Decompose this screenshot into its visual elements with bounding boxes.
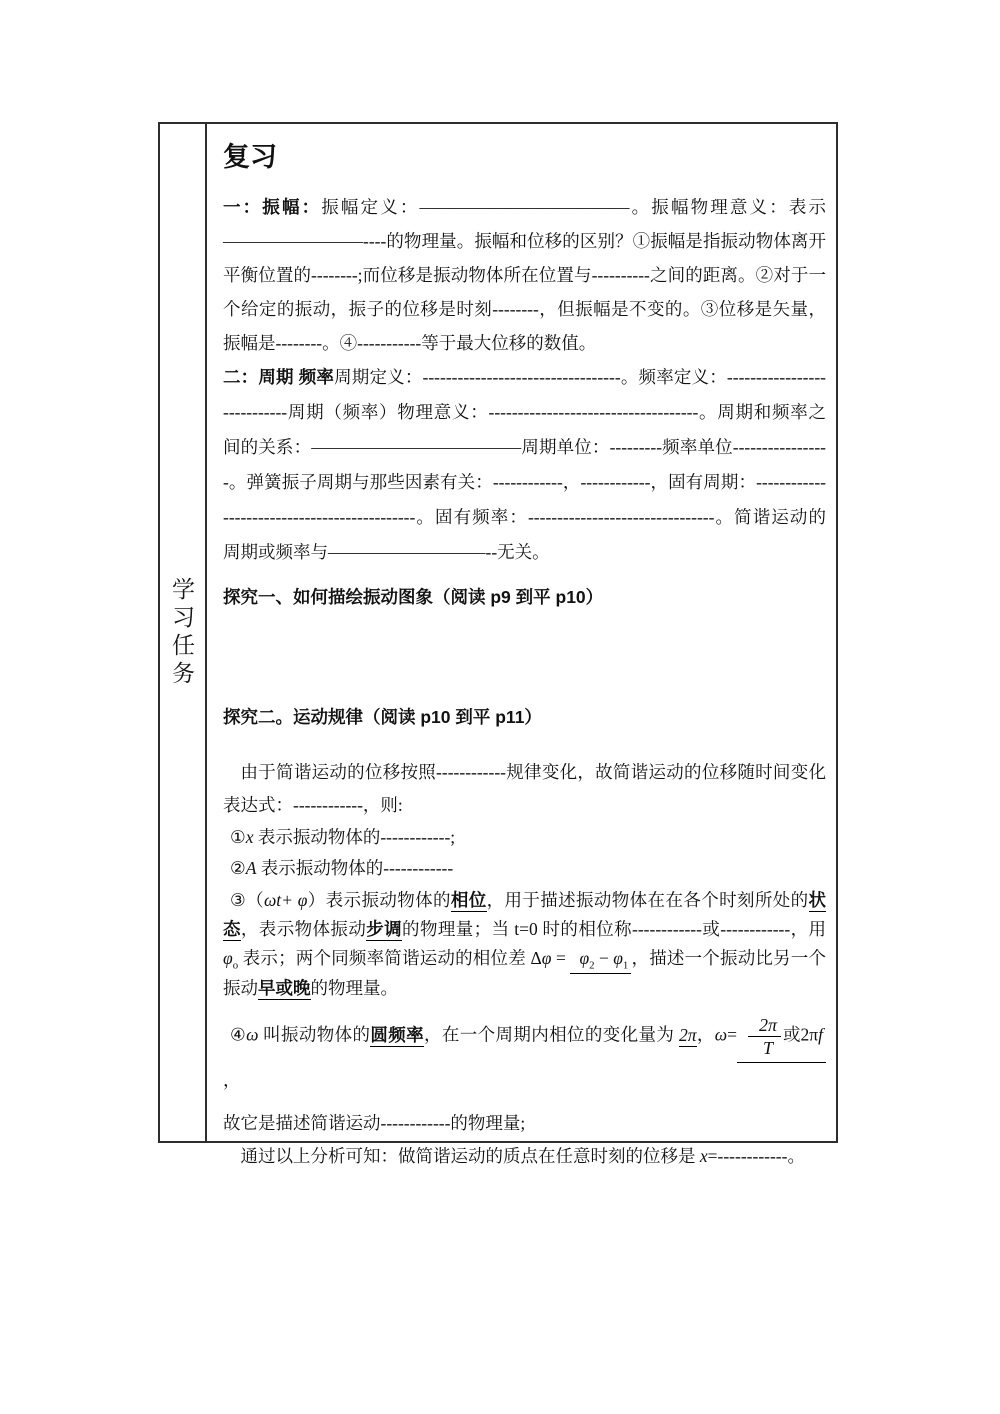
paragraph-item-A: ②A 表示振动物体的------------ bbox=[230, 858, 454, 878]
heading-exploration-one: 探究一、如何描绘振动图象（阅读 p9 到平 p10） bbox=[223, 587, 604, 607]
learning-task-table bbox=[158, 122, 838, 1167]
paragraph-displacement-expression: 由于简谐运动的位移按照------------规律变化，故简谐运动的位移随时间变化表达式：------------，则: bbox=[223, 762, 826, 815]
review-heading: 复习 bbox=[223, 142, 277, 172]
paragraph-item-angular-frequency: ④ω 叫振动物体的圆频率，在一个周期内相位的变化量为 2π，ω= $\frac{2\pi}{T}$ 或2πf， bbox=[223, 1015, 826, 1097]
paragraph-physical-quantity: 故它是描述简谐运动------------的物理量; bbox=[223, 1113, 526, 1134]
heading-exploration-two: 探究二。运动规律（阅读 p10 到平 p11） bbox=[223, 707, 542, 727]
paragraph-period-frequency-review: 二：周期 频率周期定义：----------------------------------。频率定义：----------------------------周期（频率）物理意义：------------------------------------。周期和频率之间的关系：————————————周期单位：---------频率单位-----------------。弹簧振子周期与那些因素有关：------------，------------，固有周期：---------------------------------------------。固有频率：--------------------------------。简谐运动的周期或频率与—————————--无关。 bbox=[223, 367, 826, 562]
paragraph-conclusion: 通过以上分析可知：做简谐运动的质点在任意时刻的位移是 x=------------。 bbox=[240, 1146, 805, 1167]
vertical-header-label: 学习任务 bbox=[169, 576, 195, 689]
table-content-cell bbox=[207, 124, 836, 1167]
paragraph-item-x: ①x 表示振动物体的------------; bbox=[230, 827, 456, 847]
paragraph-amplitude-review: 一：振幅：振幅定义：————————————。振幅物理意义：表示————————----的物理量。振幅和位移的区别？①振幅是指振动物体离开平衡位置的--------;而位移是振动物体所在位置与----------之间的距离。②对于一个给定的振动，振子的位移是时刻--------，但振幅是不变的。③位移是矢量，振幅是--------。④-----------等于最大位移的数值。 bbox=[223, 197, 826, 353]
table-header-cell bbox=[160, 124, 207, 1141]
paragraph-item-phase: ③（ωt+ φ）表示振动物体的相位，用于描述振动物体在在各个时刻所处的状态，表示物体振动步调的物理量；当 t=0 时的相位称------------或------------，用 $\varphi_o$ 表示；两个同频率简谐运动的相位差 $\Delta\varphi = \varphi_2 - \varphi_1$ ，描述一个振动比另一个振动早或晚的物理量。 bbox=[223, 890, 827, 998]
